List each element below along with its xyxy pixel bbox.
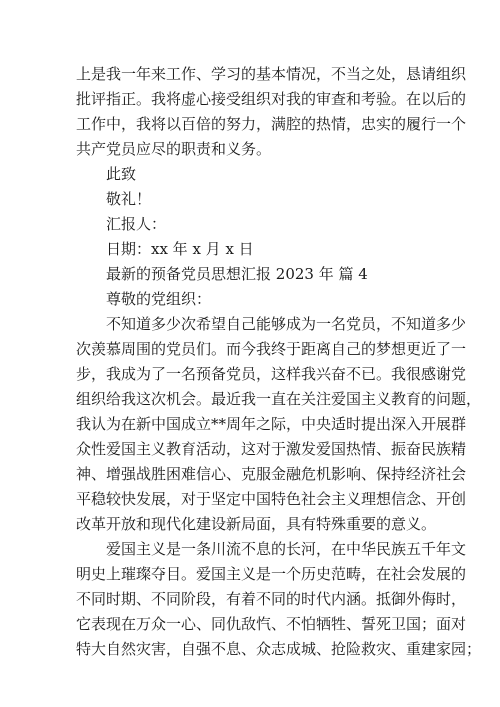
paragraph-line: 我认为在新中国成立**周年之际，中央适时提出深入开展群 (76, 415, 467, 433)
paragraph-line: 改革开放和现代化建设新局面，具有特殊重要的意义。 (76, 515, 437, 533)
greeting-line: 尊敬的党组织： (106, 290, 212, 308)
section-heading: 最新的预备党员思想汇报 2023 年 篇 4 (106, 265, 368, 283)
paragraph-line: 上是我一年来工作、学习的基本情况，不当之处，恳请组织 (76, 65, 467, 83)
paragraph-line: 次羡慕周围的党员们。而今我终于距离自己的梦想更近了一 (76, 340, 467, 358)
paragraph-line: 众性爱国主义教育活动，这对于激发爱国热情、振奋民族精 (76, 440, 467, 458)
paragraph-line: 不同时期、不同阶段，有着不同的时代内涵。抵御外侮时， (76, 590, 467, 608)
closing-line: 此致 (106, 165, 137, 183)
paragraph-line: 爱国主义是一条川流不息的长河，在中华民族五千年文 (106, 540, 467, 558)
paragraph-line: 共产党员应尽的职责和义务。 (76, 140, 272, 158)
paragraph-line: 它表现在万众一心、同仇敌忾、不怕牺牲、誓死卫国；面对 (76, 615, 467, 633)
paragraph-line: 平稳较快发展，对于坚定中国特色社会主义理想信念、开创 (76, 490, 467, 508)
paragraph-line: 特大自然灾害，自强不息、众志成城、抢险救灾、重建家园； (76, 640, 482, 658)
date-line: 日期：xx 年 x 月 x 日 (106, 240, 254, 258)
paragraph-line: 组织给我这次机会。最近我一直在关注爱国主义教育的问题， (76, 390, 482, 408)
paragraph-line: 工作中，我将以百倍的努力，满腔的热情，忠实的履行一个 (76, 115, 467, 133)
reporter-line: 汇报人： (106, 215, 167, 233)
paragraph-line: 明史上璀璨夺目。爱国主义是一个历史范畴，在社会发展的 (76, 565, 467, 583)
paragraph-line: 神、增强战胜困难信心、克服金融危机影响、保持经济社会 (76, 465, 467, 483)
salutation-line: 敬礼！ (106, 190, 152, 208)
paragraph-line: 批评指正。我将虚心接受组织对我的审查和考验。在以后的 (76, 90, 467, 108)
paragraph-line: 不知道多少次希望自己能够成为一名党员，不知道多少 (106, 315, 467, 333)
paragraph-line: 步，我成为了一名预备党员，这样我兴奋不已。我很感谢党 (76, 365, 467, 383)
